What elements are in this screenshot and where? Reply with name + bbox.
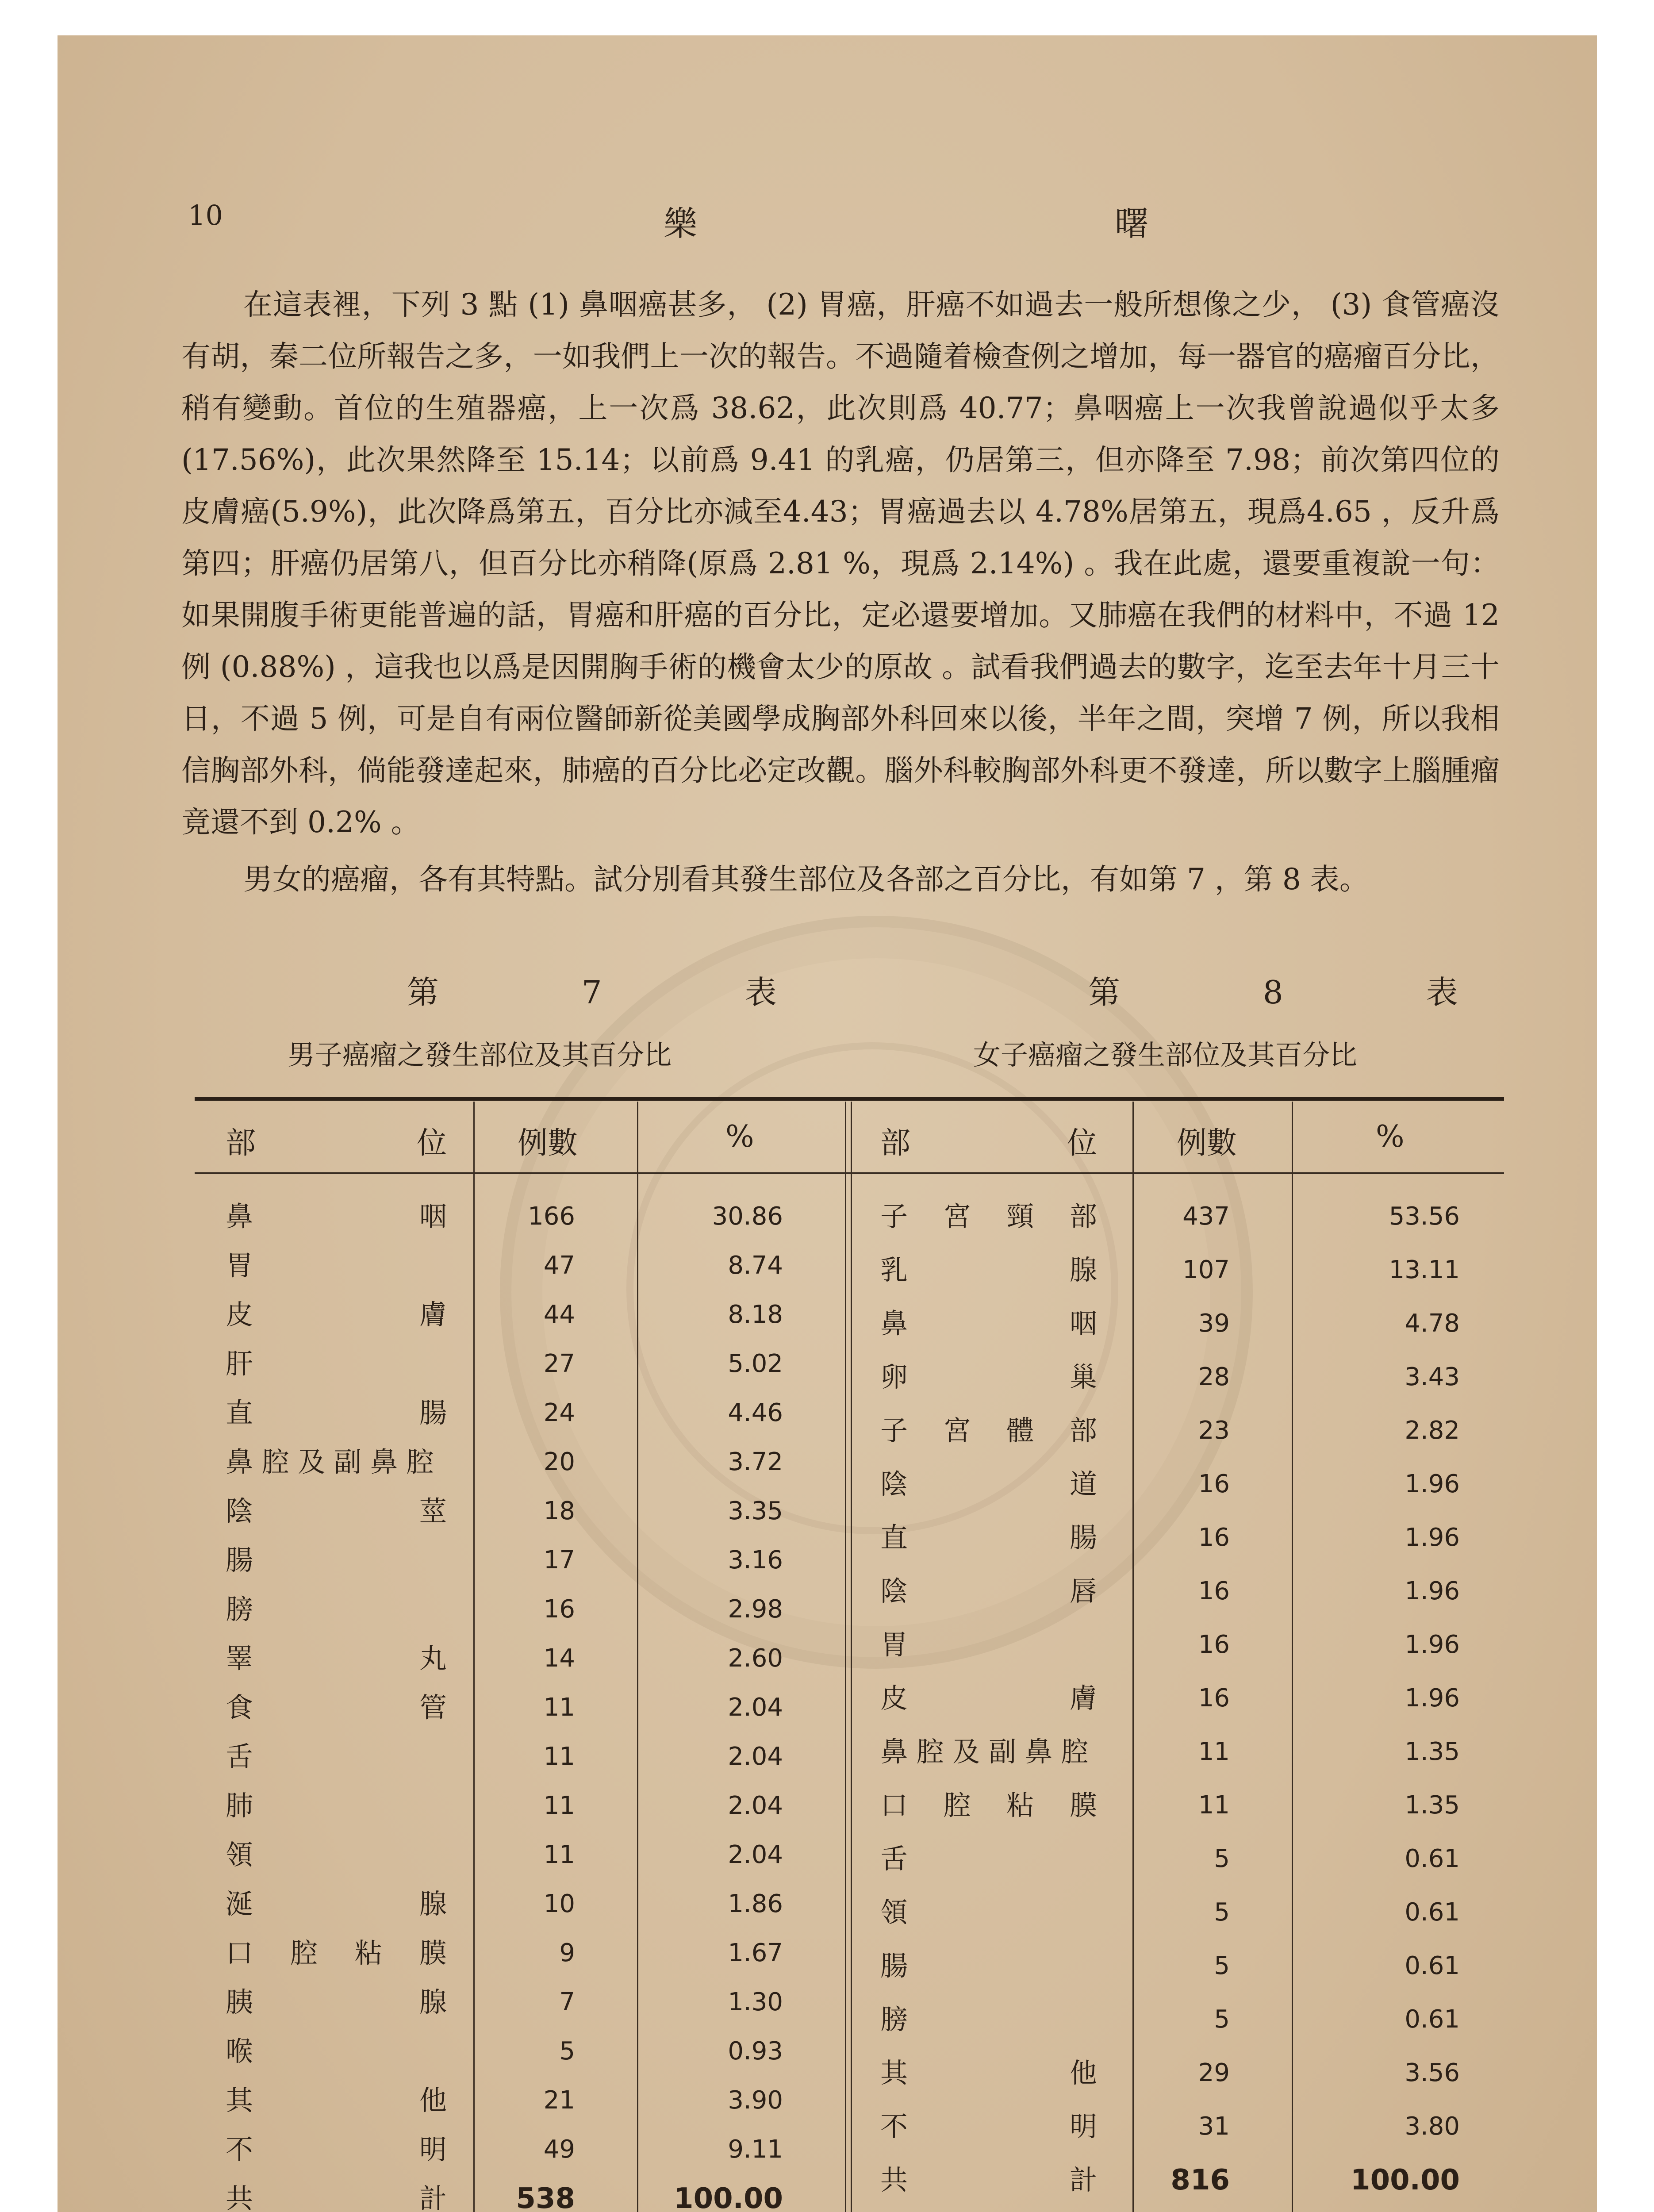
table-row [0,1467,1654,1516]
table7-header-count: 例數 [518,1126,578,1161]
site-cell: 陰 唇 [880,1575,1097,1607]
site-cell: 胃 [880,1628,908,1661]
site-cell: 子 宮 體 部 [880,1414,1097,1447]
table7-header-site: 部 位 [226,1126,447,1161]
table7-header-percent: % [725,1119,754,1154]
table8-header-count: 例數 [1177,1126,1237,1161]
table-total-row [0,2162,1654,2212]
table-row [0,1252,1654,1302]
site-cell: 鼻 腔 及 副 鼻 腔 [880,1736,1089,1768]
table8-title: 第 8 表 [1088,974,1524,1011]
paragraph: 在這表裡，下列 3 點 (1) 鼻咽癌甚多， (2) 胃癌，肝癌不如過去一般所想像之少， (3) 食管癌沒有胡，秦二位所報告之多，一如我們上一次的報告。不過隨着檢查例之增加，每一器官的癌瘤百分比，稍有變動。首位的生殖器癌，上一次爲 38.62，此次則爲 40.77；鼻咽癌上一次我曾說過似乎太多 (17.56%)，此次果然降至 15.14；以前爲 9.41 的乳癌，仍居第三，但亦降至 7.98；前次第四位的皮膚癌(5.9%)，此次降爲第五，百分比亦減至4.43；胃癌過去以 4.78%居第五，現爲4.65 ，反升爲第四；肝癌仍居第八，但百分比亦稍降(原爲 2.81 %，現爲 2.14%) 。我在此處，還要重複說一句：如果開腹手術更能普遍的話，胃癌和肝癌的百分比，定必還要增加。又肺癌在我們的材料中，不過 12 例 (0.88%) ，這我也以爲是因開胸手術的機會太少的原故 。試看我們過去的數字，迄至去年十月三十日，不過 5 例，可是自有兩位醫師新從美國學成胸部外科回來以後，半年之間，突增 7 例，所以我相信胸部外科，倘能發達起來，肺癌的百分比必定改觀。腦外科較胸部外科更不發達，所以數字上腦腫瘤竟還不到 0.2% 。 [181,288,1500,839]
count-cell: 10 [543,1889,575,1918]
percent-cell: 2.04 [728,1840,783,1869]
site-cell: 舌 [226,1740,253,1773]
count-cell: 49 [543,2135,575,2164]
percent-cell: 2.82 [1405,1416,1460,1445]
count-cell: 21 [543,2086,575,2115]
percent-cell: 13.11 [1389,1256,1460,1284]
count-cell: 39 [1198,1309,1230,1338]
percent-cell: 1.67 [728,1939,783,1967]
count-cell: 17 [543,1546,575,1575]
count-cell: 9 [559,1939,575,1967]
percent-cell: 1.96 [1405,1684,1460,1713]
count-cell: 11 [543,1742,575,1771]
site-cell: 胰 腺 [226,1986,447,2018]
percent-cell: 0.61 [1405,1898,1460,1927]
table-row [0,2109,1654,2158]
table-row [0,1520,1654,1569]
site-cell: 其 他 [880,2057,1097,2089]
count-cell: 23 [1198,1416,1230,1445]
count-cell: 16 [1198,1630,1230,1659]
count-cell: 5 [1214,2005,1230,2034]
table-row [0,2002,1654,2051]
site-cell: 直 腸 [880,1521,1097,1554]
table-row [0,2055,1654,2104]
site-cell: 口 腔 粘 膜 [226,1937,447,1969]
site-cell: 喉 [226,2035,253,2067]
percent-cell: 1.35 [1405,1791,1460,1820]
percent-cell: 0.61 [1405,2005,1460,2034]
table-row [0,1359,1654,1409]
table-row [0,1734,1654,1783]
table-row [0,1306,1654,1355]
count-cell: 31 [1198,2112,1230,2141]
percent-cell: 1.86 [728,1889,783,1918]
count-cell: 47 [543,1251,575,1280]
percent-cell: 2.60 [728,1644,783,1673]
site-cell: 腸 [880,1950,908,1982]
count-cell: 5 [1214,1898,1230,1927]
count-cell: 11 [543,1693,575,1722]
percent-cell: 8.74 [728,1251,783,1280]
percent-cell: 3.35 [728,1497,783,1525]
percent-cell: 4.78 [1405,1309,1460,1338]
table8-subtitle: 女子癌瘤之發生部位及其百分比 [973,1039,1358,1071]
count-cell: 18 [543,1497,575,1525]
percent-cell: 0.61 [1405,1844,1460,1873]
table-row [0,1841,1654,1890]
percent-cell: 2.04 [728,1791,783,1820]
percent-cell: 1.35 [1405,1737,1460,1766]
percent-cell: 0.61 [1405,1951,1460,1980]
table7-title: 第 7 表 [407,974,843,1011]
site-cell: 子 宮 頸 部 [880,1200,1097,1233]
percent-cell: 1.30 [728,1988,783,2016]
site-cell: 肺 [226,1790,253,1822]
percent-cell: 1.96 [1405,1577,1460,1605]
site-cell: 共 計 [226,2182,447,2212]
table7-subtitle: 男子癌瘤之發生部位及其百分比 [288,1039,672,1071]
percent-cell: 1.96 [1405,1630,1460,1659]
site-cell: 皮 膚 [880,1682,1097,1714]
percent-cell: 3.16 [728,1546,783,1575]
count-cell: 16 [1198,1523,1230,1552]
percent-cell: 1.96 [1405,1523,1460,1552]
count-cell: 538 [516,2182,575,2212]
site-cell: 不 明 [880,2110,1097,2143]
table-row [0,1788,1654,1837]
site-cell: 胃 [226,1249,253,1282]
count-cell: 16 [543,1595,575,1624]
count-cell: 44 [543,1300,575,1329]
count-cell: 27 [543,1349,575,1378]
table8-header-site: 部 位 [880,1126,1097,1161]
body-text [181,279,1500,905]
count-cell: 437 [1182,1202,1230,1231]
count-cell: 16 [1198,1470,1230,1498]
table8-header-percent: % [1376,1119,1405,1154]
site-cell: 鼻 咽 [226,1200,447,1233]
count-cell: 5 [559,2037,575,2066]
site-cell: 皮 膚 [226,1298,447,1331]
percent-cell: 8.18 [728,1300,783,1329]
count-cell: 166 [528,1202,575,1231]
count-cell: 28 [1198,1363,1230,1391]
percent-cell: 3.56 [1405,2058,1460,2087]
count-cell: 5 [1214,1844,1230,1873]
paragraph: 男女的癌瘤，各有其特點。試分別看其發生部位及各部之百分比，有如第 7 ，第 8 表。 [243,862,1369,896]
site-cell: 舌 [880,1843,908,1875]
running-head: 樂 曙 [664,204,1352,243]
count-cell: 816 [1170,2164,1230,2197]
count-cell: 16 [1198,1684,1230,1713]
percent-cell: 2.04 [728,1693,783,1722]
site-cell: 鼻 腔 及 副 鼻 腔 [226,1446,434,1478]
site-cell: 肝 [226,1348,253,1380]
table-row [0,1574,1654,1623]
table-row [0,1627,1654,1676]
site-cell: 共 計 [880,2164,1097,2196]
site-cell: 領 [226,1839,253,1871]
table-row [0,1413,1654,1462]
site-cell: 腸 [226,1544,253,1576]
percent-cell: 3.43 [1405,1363,1460,1391]
site-cell: 卵 巢 [880,1361,1097,1393]
count-cell: 5 [1214,1951,1230,1980]
table-row [0,1948,1654,1997]
page-number: 10 [188,199,223,231]
site-cell: 口 腔 粘 膜 [880,1789,1097,1821]
count-cell: 20 [543,1448,575,1476]
count-cell: 11 [1198,1737,1230,1766]
site-cell: 乳 腺 [880,1254,1097,1286]
site-cell: 膀 [226,1593,253,1625]
percent-cell: 3.72 [728,1448,783,1476]
site-cell: 其 他 [226,2084,447,2116]
table-row [0,1199,1654,1248]
count-cell: 16 [1198,1577,1230,1605]
count-cell: 24 [543,1398,575,1427]
count-cell: 11 [1198,1791,1230,1820]
count-cell: 14 [543,1644,575,1673]
count-cell: 29 [1198,2058,1230,2087]
table-row [0,1895,1654,1944]
percent-cell: 0.93 [728,2037,783,2066]
count-cell: 7 [559,1988,575,2016]
percent-cell: 30.86 [712,1202,783,1231]
percent-cell: 5.02 [728,1349,783,1378]
percent-cell: 9.11 [728,2135,783,2164]
site-cell: 睪 丸 [226,1642,447,1674]
table-top-rule [195,1097,1504,1101]
site-cell: 領 [880,1896,908,1928]
count-cell: 11 [543,1791,575,1820]
percent-cell: 100.00 [674,2182,783,2212]
site-cell: 涎 腺 [226,1888,447,1920]
site-cell: 食 管 [226,1691,447,1724]
percent-cell: 100.00 [1351,2164,1460,2197]
count-cell: 107 [1182,1256,1230,1284]
percent-cell: 53.56 [1389,1202,1460,1231]
percent-cell: 4.46 [728,1398,783,1427]
percent-cell: 1.96 [1405,1470,1460,1498]
count-cell: 11 [543,1840,575,1869]
site-cell: 直 腸 [226,1397,447,1429]
site-cell: 陰 莖 [226,1495,447,1527]
percent-cell: 3.80 [1405,2112,1460,2141]
site-cell: 不 明 [226,2133,447,2166]
site-cell: 陰 道 [880,1468,1097,1500]
percent-cell: 2.98 [728,1595,783,1624]
percent-cell: 2.04 [728,1742,783,1771]
site-cell: 膀 [880,2003,908,2035]
table-row [0,1681,1654,1730]
percent-cell: 3.90 [728,2086,783,2115]
site-cell: 鼻 咽 [880,1307,1097,1340]
